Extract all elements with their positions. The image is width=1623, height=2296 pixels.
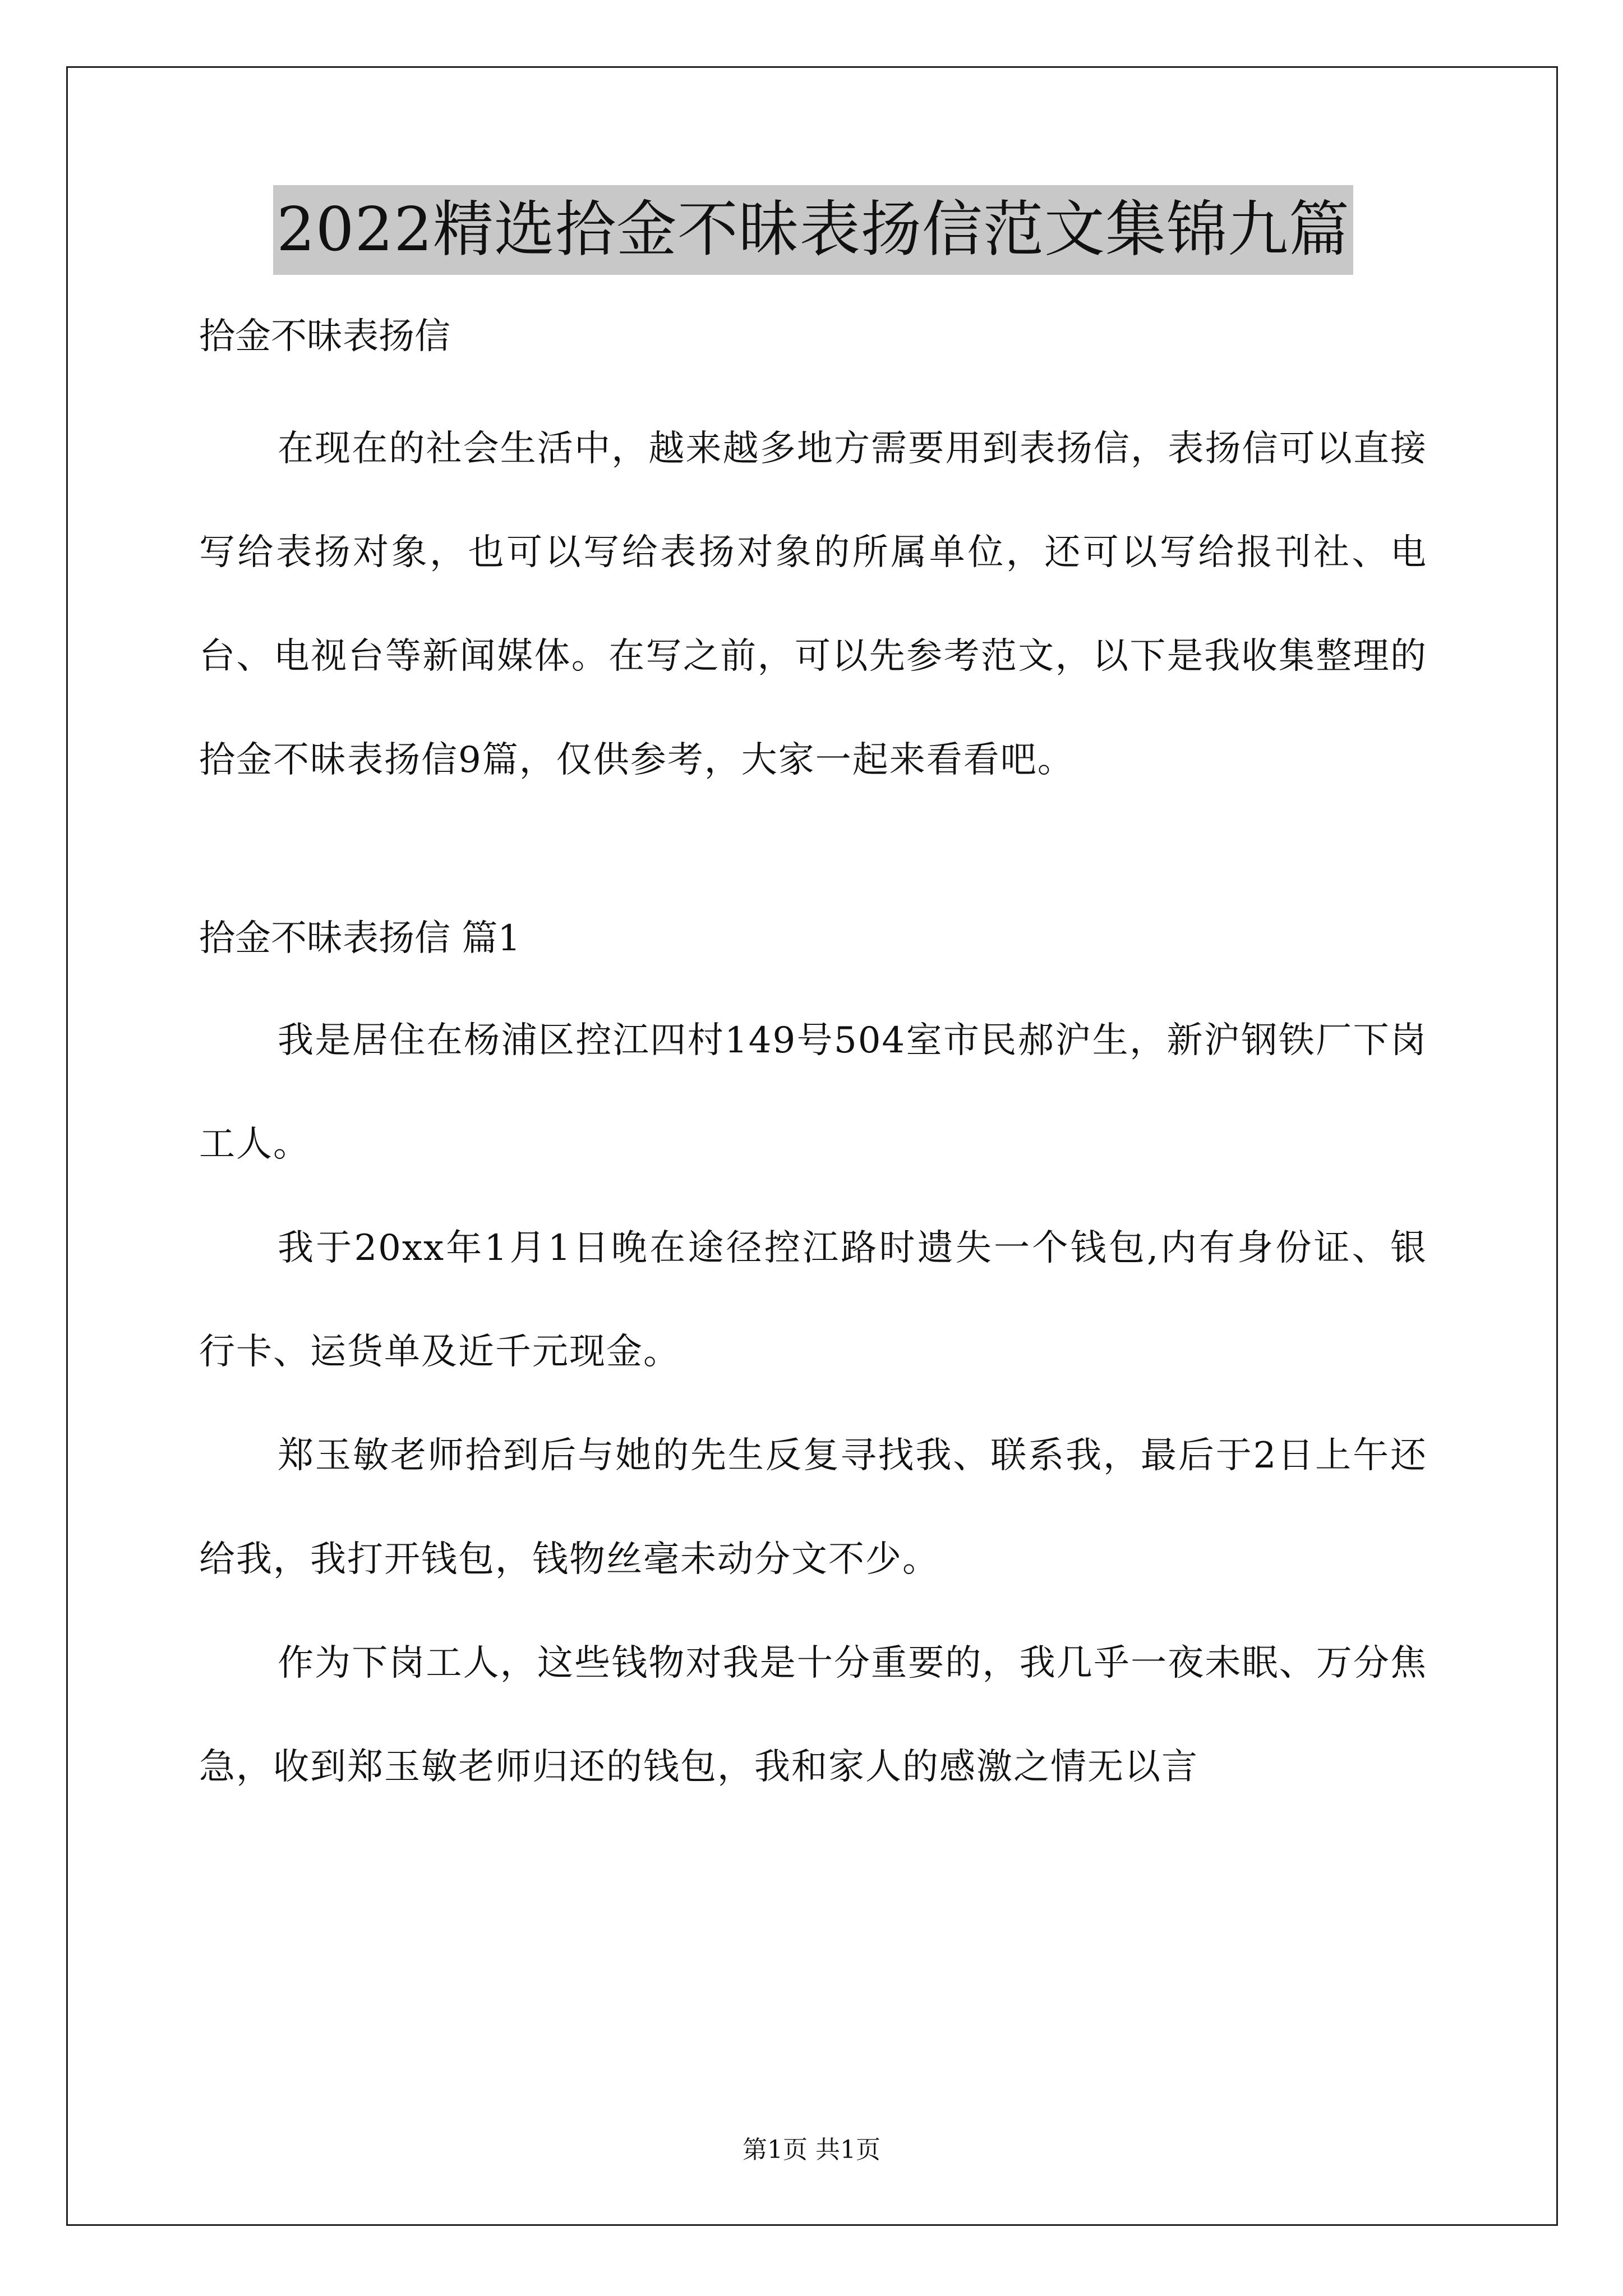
section-heading: 拾金不昧表扬信 篇1 (199, 918, 521, 959)
paragraph: 我是居住在杨浦区控江四村149号504室市民郝沪生，新沪钢铁厂下岗工人。 (199, 1020, 1427, 1165)
paragraph: 作为下岗工人，这些钱物对我是十分重要的，我几乎一夜未眠、万分焦急，收到郑玉敏老师归还的钱包，我和家人的感激之情无以言 (199, 1642, 1427, 1788)
page-footer: 第1页 共1页 (743, 2136, 880, 2164)
document-title: 2022精选拾金不昧表扬信范文集锦九篇 (273, 185, 1353, 275)
intro-heading: 拾金不昧表扬信 (199, 316, 450, 357)
paragraph: 我于20xx年1月1日晚在途径控江路时遗失一个钱包,内有身份证、银行卡、运货单及近千元现金。 (199, 1227, 1427, 1373)
title-block (199, 185, 1427, 297)
intro-paragraph: 在现在的社会生活中，越来越多地方需要用到表扬信，表扬信可以直接写给表扬对象，也可以写给表扬对象的所属单位，还可以写给报刊社、电台、电视台等新闻媒体。在写之前，可以先参考范文，以下是我收集整理的拾金不昧表扬信9篇，仅供参考，大家一起来看看吧。 (199, 428, 1427, 781)
document-body (199, 185, 1427, 1819)
paragraph: 郑玉敏老师拾到后与她的先生反复寻找我、联系我，最后于2日上午还给我，我打开钱包，钱物丝毫未动分文不少。 (199, 1435, 1427, 1580)
